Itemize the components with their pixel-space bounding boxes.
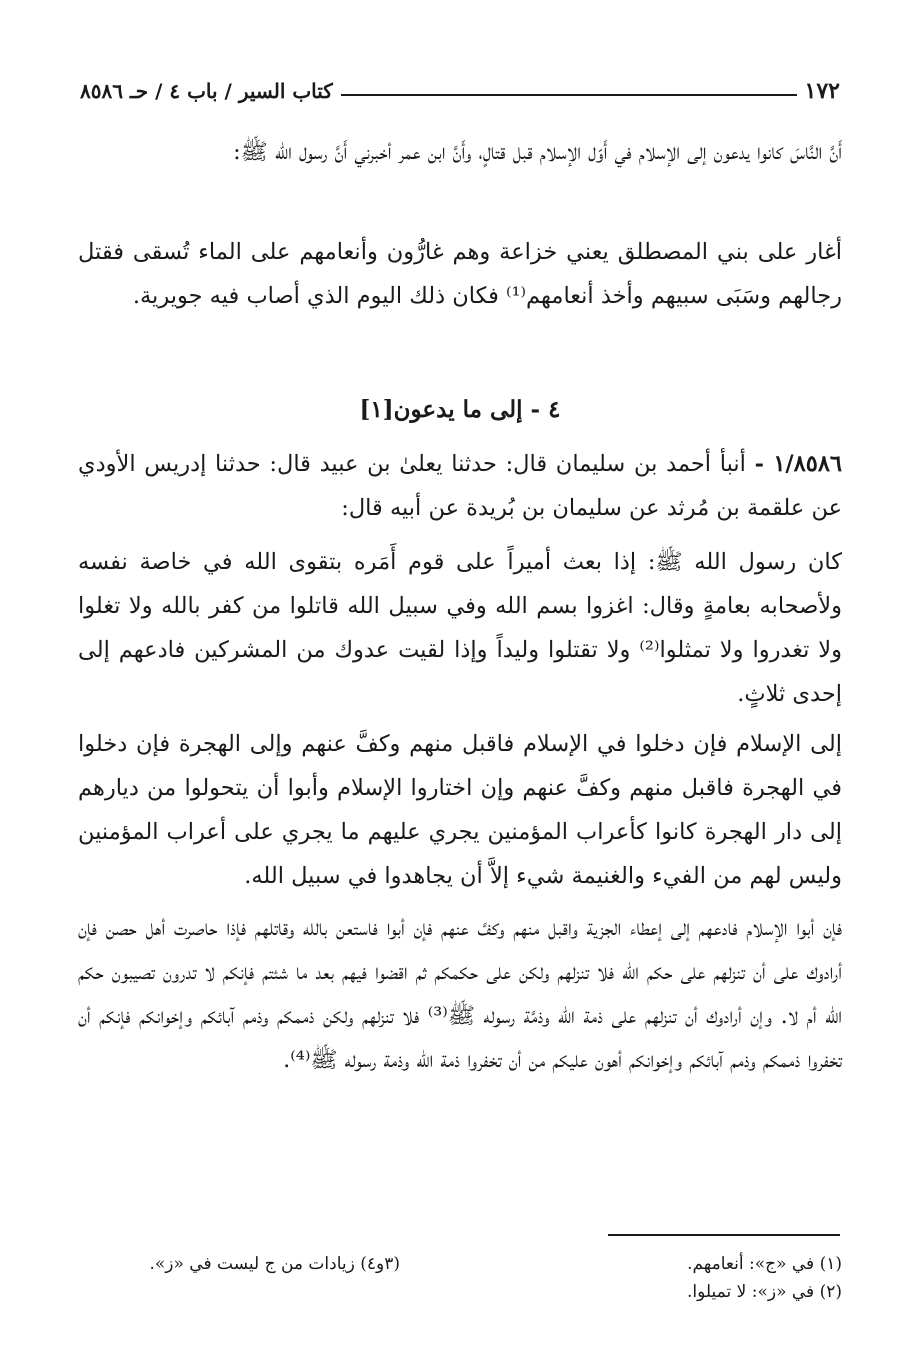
hadith-number: ١/٨٥٨٦ - xyxy=(754,451,842,477)
footnote-2: (٢) في «ز»: لا تميلوا. xyxy=(687,1282,842,1302)
footnote-separator xyxy=(608,1234,840,1236)
chapter-title: ٤ - إلى ما يدعون[١] xyxy=(359,396,561,423)
paragraph-2-block xyxy=(78,230,842,318)
paragraph-6-block xyxy=(78,906,842,1082)
hadith-isnad-block xyxy=(78,442,842,530)
paragraph-6: فإن أبوا الإسلام فادعهم إلى إعطاء الجزية واقبل منهم وكفَّ عنهم فإن أبوا فاستعن بالله وقاتلهم فإذا حاصرت أهل حصن فإن أرادوك على أن تنزلهم على حكم الله فلا تنزلهم ولكن على حكمكم ثم اقضوا فيهم بعد ما شئتم فإنكم لا تدرون تصيبون حكم الله أم لا. وإن أرادوك أن تنزلهم على ذمة الله وذمَّة رسوله ﷺ⁽³⁾ فلا تنزلهم ولكن ذممكم وذمم آبائكم وإخوانكم فإنكم أن تخفروا ذممكم وذمم آبائكم وإخوانكم أهون عليكم من أن تخفروا ذمة الله وذمة رسوله ﷺ⁽⁴⁾. xyxy=(78,915,842,1073)
paragraph-5-block xyxy=(78,722,842,898)
running-title: كتاب السير / باب ٤ / حـ ٨٥٨٦ xyxy=(80,79,333,103)
hadith-isnad: أنبأ أحمد بن سليمان قال: حدثنا يعلىٰ بن عبيد قال: حدثنا إدريس الأودي عن علقمة بن مُرثد عن سليمان بن بُريدة عن أبيه قال: xyxy=(78,451,842,521)
paragraph-1: أَنَّ النَّاسَ كانوا يدعون إلى الإسلام في أَوّل الإسلام قبل قتالٍ، وأَنَّ ابن عمر أخبرني أَنَّ رسول الله ﷺ: xyxy=(233,139,842,165)
page-header xyxy=(80,74,840,108)
footnote-3-4: (٣و٤) زيادات من ج ليست في «ز». xyxy=(149,1254,400,1274)
paragraph-4-block xyxy=(78,540,842,716)
header-rule xyxy=(341,94,797,96)
footnote-1: (١) في «ج»: أنعامهم. xyxy=(687,1254,842,1274)
paragraph-5: إلى الإسلام فإن دخلوا في الإسلام فاقبل منهم وكفَّ عنهم وإلى الهجرة فإن دخلوا في الهجرة فاقبل منهم وكفَّ عنهم وإن اختاروا الإسلام وأبوا أن يتحولوا من ديارهم إلى دار الهجرة كانوا كأعراب المؤمنين يجري عليهم ما يجري على أعراب المؤمنين وليس لهم من الفيء والغنيمة شيء إلاَّ أن يجاهدوا في سبيل الله. xyxy=(78,731,842,889)
paragraph-1-block xyxy=(78,130,842,174)
page-number: ١٧٢ xyxy=(804,78,840,104)
footnotes-column-right xyxy=(560,1250,842,1306)
footnotes-column-left xyxy=(100,1250,400,1278)
paragraph-4: كان رسول الله ﷺ: إذا بعث أميراً على قوم أَمَره بتقوى الله في خاصة نفسه ولأصحابه بعامةٍ وقال: اغزوا بسم الله وفي سبيل الله قاتلوا من كفر بالله ولا تغلوا ولا تغدروا ولا تمثلوا⁽²⁾ ولا تقتلوا وليداً وإذا لقيت عدوك من المشركين فادعهم إلى إحدى ثلاثٍ. xyxy=(78,549,843,707)
paragraph-2: أغار على بني المصطلق يعني خزاعة وهم غارُّون وأنعامهم على الماء تُسقى فقتل رجالهم وسَبَى سبيهم وأخذ أنعامهم⁽¹⁾ فكان ذلك اليوم الذي أصاب فيه جويرية. xyxy=(78,239,842,309)
hadith-isnad-paragraph xyxy=(78,442,842,530)
